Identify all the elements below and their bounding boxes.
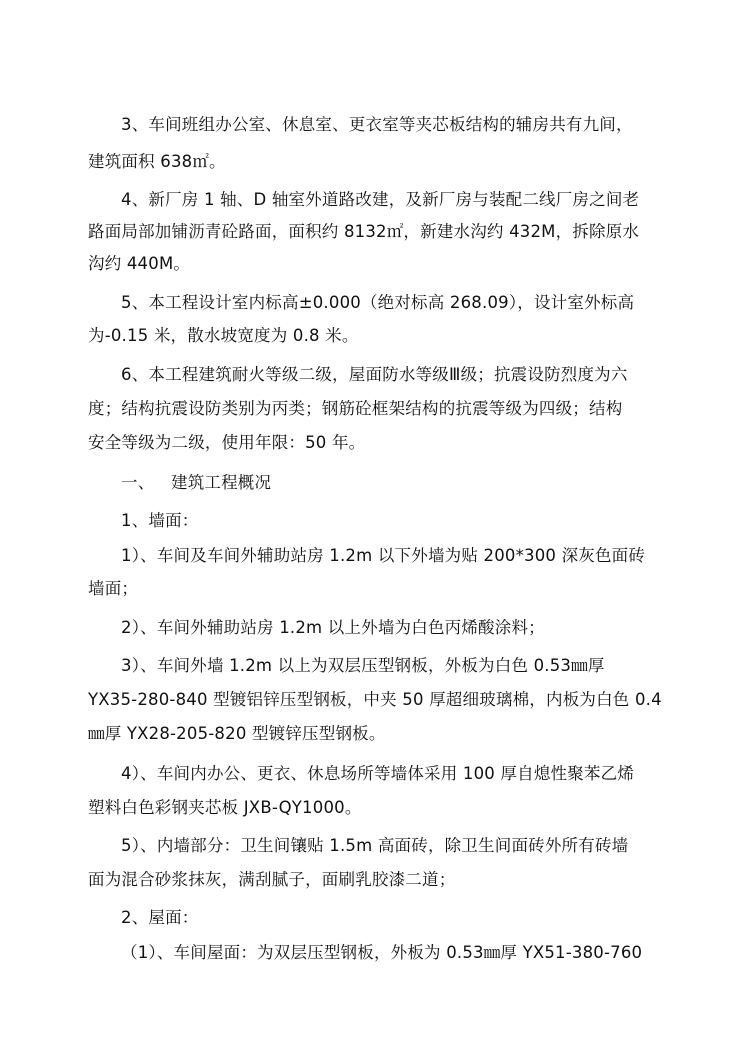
paragraph-6-line-2: 度；结构抗震设防类别为丙类；钢筋砼框架结构的抗震等级为四级；结构 <box>88 399 623 418</box>
subsection-roof-heading: 2、屋面： <box>121 908 199 927</box>
wall-item-4-line-1: 4）、车间内办公、更衣、休息场所等墙体采用 100 厚自熄性聚苯乙烯 <box>121 764 635 783</box>
paragraph-6-line-3: 安全等级为二级，使用年限：50 年。 <box>88 433 366 452</box>
wall-item-3-line-3: ㎜厚 YX28-205-820 型镀锌压型钢板。 <box>88 724 386 743</box>
paragraph-3-line-1: 3、车间班组办公室、休息室、更衣室等夹芯板结构的辅房共有九间， <box>121 115 633 134</box>
section-heading <box>121 472 271 494</box>
wall-item-3-line-1: 3）、车间外墙 1.2m 以上为双层压型钢板，外板为白色 0.53㎜厚 <box>121 656 605 675</box>
paragraph-6-line-1: 6、本工程建筑耐火等级二级，屋面防水等级Ⅲ级；抗震设防烈度为六 <box>121 365 628 384</box>
subsection-wall-heading: 1、墙面： <box>121 511 199 530</box>
wall-item-5-line-1: 5）、内墙部分：卫生间镶贴 1.5m 高面砖，除卫生间面砖外所有砖墙 <box>121 836 629 855</box>
paragraph-3-line-2: 建筑面积 638㎡。 <box>88 152 226 171</box>
paragraph-5-line-2: 为-0.15 米，散水坡宽度为 0.8 米。 <box>88 326 359 345</box>
wall-item-2: 2）、车间外辅助站房 1.2m 以上外墙为白色丙烯酸涂料； <box>121 618 545 637</box>
wall-item-4-line-2: 塑料白色彩钢夹芯板 JXB-QY1000。 <box>88 798 362 817</box>
paragraph-4-line-3: 沟约 440M。 <box>88 254 191 273</box>
roof-item-1-line-1: （1）、车间屋面：为双层压型钢板，外板为 0.53㎜厚 YX51-380-760 <box>121 943 643 962</box>
section-number: 一、 <box>121 473 155 492</box>
wall-item-5-line-2: 面为混合砂浆抹灰，满刮腻子，面刷乳胶漆二道； <box>88 870 456 889</box>
paragraph-5-line-1: 5、本工程设计室内标高±0.000（绝对标高 268.09），设计室外标高 <box>121 293 635 312</box>
wall-item-3-line-2: YX35-280-840 型镀铝锌压型钢板，中夹 50 厚超细玻璃棉，内板为白色 0.4 <box>88 690 662 709</box>
wall-item-1-line-1: 1）、车间及车间外辅助站房 1.2m 以下外墙为贴 200*300 深灰色面砖 <box>121 546 646 565</box>
paragraph-4-line-2: 路面局部加铺沥青砼路面，面积约 8132㎡，新建水沟约 432M，拆除原水 <box>88 222 640 241</box>
section-title: 建筑工程概况 <box>171 473 272 492</box>
wall-item-1-line-2: 墙面； <box>88 579 139 598</box>
paragraph-4-line-1: 4、新厂房 1 轴、D 轴室外道路改建，及新厂房与装配二线厂房之间老 <box>121 190 640 209</box>
